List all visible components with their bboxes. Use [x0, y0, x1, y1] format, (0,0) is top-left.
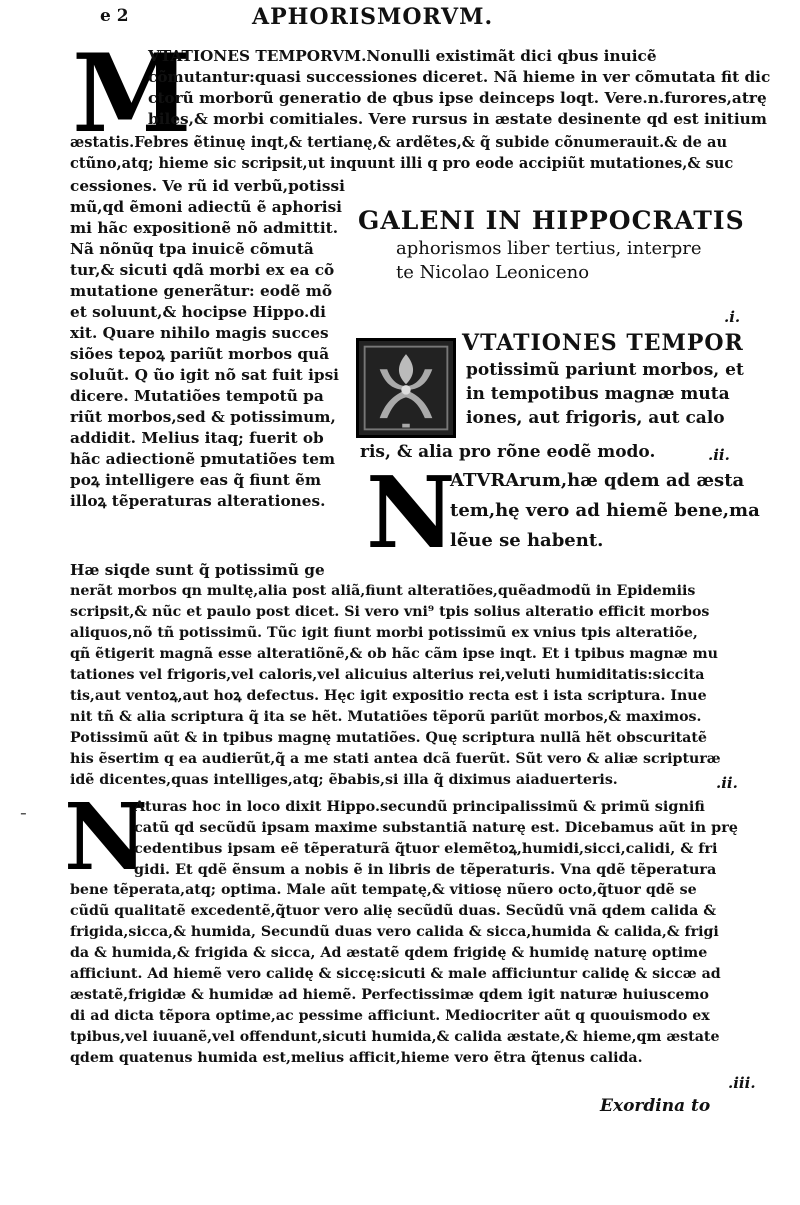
- bottom-line: cedentibus ipsam eẽ tẽperaturã q̃tuor elemẽtoꝝ,humidi,sicci,calidi, & fri: [134, 840, 718, 857]
- galen-subtitle-1: aphorismos liber tertius, interpre: [396, 238, 702, 259]
- left-col-line: riũt morbos,sed & potissimum,: [70, 408, 336, 426]
- page-number: e 2: [100, 6, 129, 26]
- middle-line: Potissimũ aũt & in tpibus magnę mutatiões. Quę scriptura nullã hẽt obscuritatẽ: [70, 730, 707, 746]
- running-title: APHORISMORVM.: [252, 4, 494, 30]
- middle-line: tis,aut ventoꝝ,aut hoꝝ defectus. Hęc igit expositio recta est i ista scriptura. Inue: [70, 688, 707, 704]
- aphorism2-line-2: tem,hę vero ad hiemẽ bene,ma: [450, 500, 760, 521]
- catchword: Exordina to: [600, 1096, 711, 1116]
- top-line-1: VTATIONES TEMPORVM.Nonulli existimãt dici qbus inuicẽ: [148, 47, 657, 65]
- left-col-line: hãc adiectionẽ pmutatiões tem: [70, 450, 336, 468]
- left-col-line: dicere. Mutatiões tempotũ pa: [70, 387, 324, 405]
- bottom-line: catũ qd secũdũ ipsam maxime substantiã naturę est. Dicebamus aũt in prę: [134, 819, 738, 836]
- middle-line: nit tñ & alia scriptura q̃ ita se hẽt. Mutatiões tẽporũ pariũt morbos,& maximos.: [70, 709, 702, 725]
- bottom-line: tpibus,vel iuuanẽ,vel offendunt,sicuti humida,& calida æstate,& hieme,qm æstate: [70, 1029, 720, 1045]
- middle-line: Hæ siqde sunt q̃ potissimũ ge: [70, 561, 325, 579]
- top-line-2: cõmutantur:quasi successiones diceret. Nã hieme in ver cõmutata fit dic: [148, 68, 771, 86]
- middle-line: scripsit,& nũc et paulo post dicet. Si vero vni⁹ tpis solius alteratio efficit morbos: [70, 604, 710, 620]
- top-line-3: ctorũ morborũ generatio de qbus ipse deinceps loqt. Vere.n.furores,atrę: [148, 89, 767, 107]
- left-col-line: et soluunt,& hocipse Hippo.di: [70, 303, 326, 321]
- section-number: .i.: [724, 308, 741, 326]
- middle-line: his ẽsertim q ea audierũt,q̃ a me stati antea dcã fuerũt. Sũt vero & aliæ scripturæ: [70, 751, 721, 767]
- left-col-line: siões tepoꝝ pariũt morbos quã: [70, 345, 330, 363]
- middle-line: qñ ẽtigerit magnã esse alteratiõnẽ,& ob hãc cãm ipse inqt. Et i tpibus magnæ mu: [70, 646, 718, 662]
- bottom-line: frigida,sicca,& humida, Secundũ duas vero calida & sicca,humida & calida,& frigi: [70, 924, 719, 940]
- left-col-line: soluũt. Q ũo igit nõ sat fuit ipsi: [70, 366, 339, 384]
- left-col-line: mũ,qd ẽmoni adiectũ ẽ aphorisi: [70, 198, 342, 216]
- top-line-4: biles,& morbi comitiales. Vere rursus in æstate desinente qd est initium: [148, 110, 767, 128]
- left-col-line: poꝝ intelligere eas q̃ fiunt ẽm: [70, 471, 322, 489]
- bottom-line: bene tẽperata,atq; optima. Male aũt tempatę,& vitiosę nũero octo,q̃tuor qdẽ se: [70, 882, 697, 898]
- aphorism1-line-3: iones, aut frigoris, aut calo: [466, 408, 725, 428]
- initial-letter-n: N: [366, 456, 456, 571]
- bottom-line: æstatẽ,frigidæ & humidæ ad hiemẽ. Perfectissimæ qdem igit naturæ huiuscemo: [70, 987, 709, 1003]
- bottom-line: afficiunt. Ad hiemẽ vero calidę & siccę:sicuti & male afficiuntur calidę & siccæ ad: [70, 966, 721, 982]
- middle-line: nerãt morbos qn multę,alia post aliã,fiunt alteratiões,quẽadmodũ in Epidemiis: [70, 583, 696, 599]
- aphorism1-line-1: potissimũ pariunt morbos, et: [466, 360, 744, 380]
- left-col-line: Nã nõnũq tpa inuicẽ cõmutã: [70, 240, 314, 258]
- left-col-line: cessiones. Ve rũ id verbũ,potissi: [70, 177, 345, 195]
- galen-title: GALENI IN HIPPOCRATIS: [358, 206, 745, 235]
- left-col-line: mi hãc expositionẽ nõ admittit.: [70, 219, 339, 237]
- bottom-line: Aturas hoc in loco dixit Hippo.secundũ principalissimũ & primũ signifi: [134, 798, 705, 815]
- initial-letter-n: N: [64, 783, 149, 891]
- middle-line: idẽ dicentes,quas intelliges,atq; ẽbabis,si illa q̃ diximus aiaduerteris.: [70, 772, 618, 788]
- ornamental-initial: [356, 338, 456, 438]
- aphorism-heading: VTATIONES TEMPOR: [462, 330, 744, 356]
- initial-letter-m: M: [72, 31, 192, 157]
- middle-line: tationes vel frigoris,vel caloris,vel alicuius alterius rei,veluti humiditatis:siccita: [70, 667, 705, 683]
- page-header: [0, 4, 800, 30]
- bottom-line: gidi. Et qdẽ ẽnsum a nobis ẽ in libris de tẽperaturis. Vna qdẽ tẽperatura: [134, 861, 717, 878]
- bottom-number: .iii.: [728, 1074, 756, 1092]
- left-col-line: illoꝝ tẽperaturas alterationes.: [70, 492, 326, 510]
- middle-line: aliquos,nõ tñ potissimũ. Tũc igit fiunt morbi potissimũ ex vnius tpis alteratiõe,: [70, 625, 698, 641]
- left-col-line: addidit. Melius itaq; fuerit ob: [70, 429, 324, 447]
- middle-number: .ii.: [716, 774, 738, 792]
- bottom-line: di ad dicta tẽpora optime,ac pessime afficiunt. Mediocriter aũt q quouismodo ex: [70, 1008, 710, 1024]
- bottom-line: da & humida,& frigida & sicca, Ad æstatẽ qdem frigidę & humidę naturę optime: [70, 945, 708, 961]
- left-col-line: tur,& sicuti qdã morbi ex ea cõ: [70, 261, 335, 279]
- galen-subtitle-2: te Nicolao Leoniceno: [396, 262, 590, 283]
- aphorism1-line-2: in tempotibus magnæ muta: [466, 384, 730, 404]
- aphorism2-line-1: ATVRArum,hæ qdem ad æsta: [450, 470, 745, 491]
- bottom-line: qdem quatenus humida est,melius afficit,hieme vero ẽtra q̃tenus calida.: [70, 1050, 643, 1066]
- aphorism2-line-3: lẽue se habent.: [450, 530, 604, 551]
- left-col-line: xit. Quare nihilo magis succes: [70, 324, 329, 342]
- top-line-5: æstatis.Febres ẽtinuę inqt,& tertianę,& ardẽtes,& q̃ subide cõnumerauit.& de au: [70, 134, 728, 151]
- aphorism1-number: .ii.: [708, 446, 730, 464]
- aphorism1-line-4: ris, & alia pro rõne eodẽ modo.: [360, 442, 656, 462]
- bottom-line: cũdũ qualitatẽ excedentẽ,q̃tuor vero alię secũdũ duas. Secũdũ vnã qdem calida &: [70, 903, 717, 919]
- margin-mark: -: [20, 800, 27, 824]
- left-col-line: mutatione generãtur: eodẽ mõ: [70, 282, 333, 300]
- fleur-ornament-icon: [359, 341, 453, 435]
- top-line-6: ctũno,atq; hieme sic scripsit,ut inquunt illi q pro eode accipiũt mutationes,& suc: [70, 155, 734, 172]
